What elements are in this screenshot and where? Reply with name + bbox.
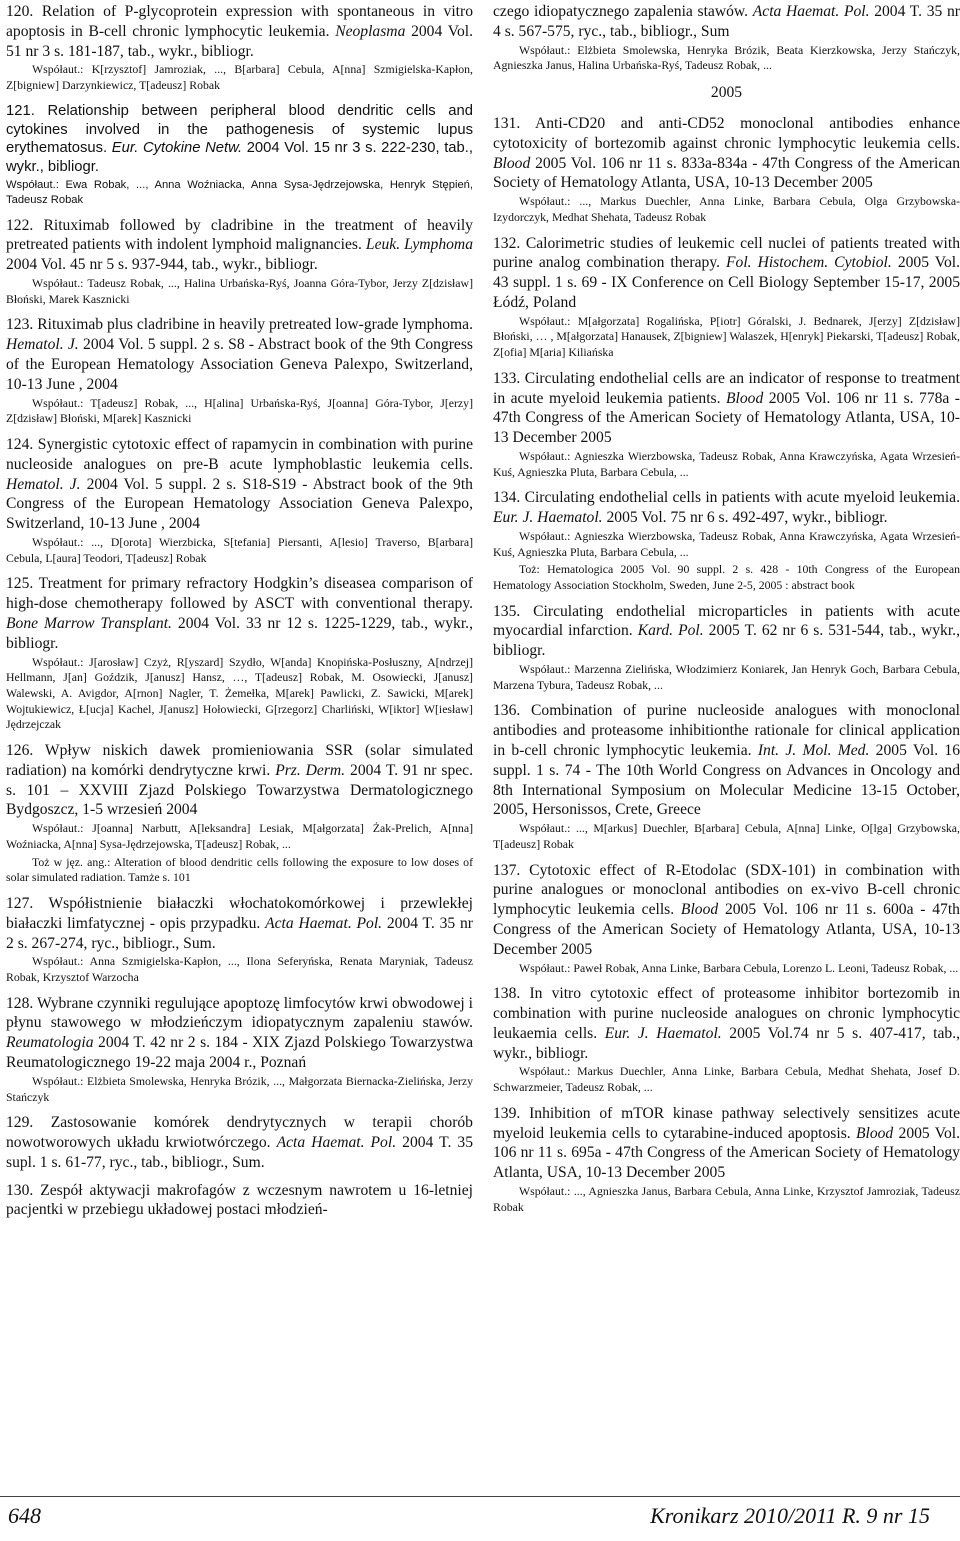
entry-coauthors: Współaut.: Ewa Robak, ..., Anna Woźniacka, Anna Sysa-Jędrzejowska, Henryk Stępień, Tadeusz Robak: [6, 178, 473, 206]
entry-details: 2004 T. 35 nr 4 s. 567-575, ryc., tab., bibliogr., Sum: [493, 3, 960, 40]
entry-citation: [493, 602, 960, 661]
bibliography-entry-130: [6, 1181, 473, 1221]
entry-coauthors: Współaut.: Markus Duechler, Anna Linke, Barbara Cebula, Medhat Shehata, Josef D. Schwarzmeier, Tadeusz Robak, ...: [493, 1064, 960, 1095]
entry-number: 135.: [493, 602, 521, 620]
entry-translation-note: Toż w jęz. ang.: Alteration of blood dendritic cells following the exposure to low doses of solar simulated radiation. Tamże s. 101: [6, 854, 473, 885]
entry-details: 2004 T. 35 supl. 1 s. 61-77, ryc., tab., bibliogr., Sum.: [6, 1134, 473, 1171]
entry-number: 139.: [493, 1104, 521, 1122]
entry-coauthors: Współaut.: Paweł Robak, Anna Linke, Barbara Cebula, Lorenzo L. Leoni, Tadeusz Robak, ...: [519, 960, 959, 975]
entry-number: 121.: [6, 102, 35, 119]
entry-journal: Blood: [726, 389, 764, 407]
entry-citation: [6, 894, 473, 953]
bibliography-entry-134: [493, 488, 960, 593]
entry-title: Combination of purine nucleoside analogues with monoclonal antibodies and proteasome inhibitionthe rationale for clinical application in b-cell chronic lymphocytic leukemia.: [493, 702, 960, 760]
entry-number: 122.: [6, 216, 34, 234]
entry-details: 2004 T. 91 nr spec. s. 101 – XXVIII Zjazd Polskiego Towarzystwa Dermatologicznego Bydgoszcz, 1-5 wrzesień 2004: [6, 761, 474, 819]
entry-coauthors: Współaut.: M[ałgorzata] Rogalińska, P[iotr] Góralski, J. Bednarek, J[erzy] Z[dzisław] Błoński, … , M[ałgorzata] Hanausek, Z[bigniew] Walaszek, H[enryk] Piekarski, T[adeusz] Robak, Z[ofia] M[aria] Kiliańska: [493, 313, 960, 360]
bibliography-entry-139: [493, 1104, 960, 1216]
entry-title: Cytotoxic effect of R-Etodolac (SDX-101) in combination with purine analogues or monoclonal antibodies on ex-vivo B-cell chronic lymphocytic leukemia cells.: [493, 861, 960, 919]
entry-title: Anti-CD20 and anti-CD52 monoclonal antibodies enhance cytotoxicity of bortezomib against chronic lymphocytic leukemia cells.: [493, 114, 960, 152]
entry-number: 134.: [493, 489, 521, 507]
entry-coauthors: Współaut.: Agnieszka Wierzbowska, Tadeusz Robak, Anna Krawczyńska, Agata Wrzesień-Kuś, Agnieszka Pluta, Barbara Cebula, ...: [493, 448, 960, 479]
entry-title: Współistnienie białaczki włochatokomórkowej i przewlekłej białaczki limfatycznej - opis przypadku.: [6, 894, 473, 932]
entry-number: 125.: [6, 575, 34, 593]
entry-journal: Kard. Pol.: [637, 622, 704, 640]
bibliography-entry-133: [493, 369, 960, 481]
entry-details: 2005 T. 62 nr 6 s. 531-544, tab., wykr., bibliogr.: [493, 622, 960, 660]
entry-title: Treatment for primary refractory Hodgkin’s diseasea comparison of high-dose chemotherapy followed by ASCT with conventional therapy.: [6, 575, 473, 613]
entry-coauthors: Współaut.: K[rzysztof] Jamroziak, ..., B[arbara] Cebula, A[nna] Szmigielska-Kapłon, Z[bigniew] Darzynkiewicz, T[adeusz] Robak: [6, 62, 473, 93]
entry-title: Rituximab plus cladribine in heavily pretreated low-grade lymphoma.: [37, 316, 473, 334]
entry-details: 2004 Vol. 5 suppl. 2 s. S18-S19 - Abstract book of the 9th Congress of the European Hematology Association Geneva Palexpo, Switzerland, 10-13 June , 2004: [6, 475, 473, 533]
entry-details: 2005 Vol. 43 suppl. 1 s. 69 - IX Conference on Cell Biology September 15-17, 2005 Łódź, Poland: [493, 254, 960, 311]
entry-coauthors: Współaut.: Elżbieta Smolewska, Henryka Brózik, Beata Kierzkowska, Jerzy Stańczyk, Agnieszka Janus, Halina Urbańska-Ryś, Tadeusz Robak, ...: [493, 42, 960, 73]
entry-title: Circulating endothelial cells in patients with acute myeloid leukemia.: [524, 489, 960, 507]
bibliography-entry-135: [493, 602, 960, 694]
entry-journal: Eur. J. Haematol.: [493, 509, 603, 527]
entry-title: Relation of P-glycoprotein expression with spontaneous in vitro apoptosis in B-cell chronic lymphocytic leukemia.: [6, 3, 473, 40]
entry-journal: Blood: [680, 901, 719, 919]
bibliography-entry-124: [6, 435, 473, 566]
entry-details: 2004 Vol. 5 suppl. 2 s. S8 - Abstract book of the 9th Congress of the European Hematology Association Geneva Palexpo, Switzerland, 10-13 June , 2004: [6, 336, 473, 393]
entry-citation: [493, 1104, 960, 1183]
entry-coauthors: Współaut.: Anna Szmigielska-Kapłon, ..., Ilona Seferyńska, Renata Maryniak, Tadeusz Robak, Krzysztof Warzocha: [6, 954, 473, 984]
entry-coauthors: Współaut.: ..., Markus Duechler, Anna Linke, Barbara Cebula, Olga Grzybowska-Izydorczyk, Medhat Shehata, Tadeusz Robak: [493, 194, 960, 224]
entry-details: 2004 Vol. 33 nr 12 s. 1225-1229, tab., wykr., bibliogr.: [6, 614, 473, 652]
entry-details: 2005 Vol.74 nr 5 s. 407-417, tab., wykr., bibliogr.: [493, 1024, 960, 1062]
entry-title: Inhibition of mTOR kinase pathway selectively sensitizes acute myeloid leukemia cells to cytarabine-induced apoptosis.: [493, 1104, 960, 1142]
entry-coauthors: Współaut.: ..., M[arkus] Duechler, B[arbara] Cebula, A[nna] Linke, O[lga] Grzybowska, T[adeusz] Robak: [493, 821, 960, 851]
entry-title-continuation: czego idiopatycznego zapalenia stawów.: [493, 3, 749, 20]
bibliography-entry-138: [493, 984, 960, 1096]
entry-journal: Int. J. Mol. Med.: [757, 742, 870, 760]
bibliography-entry-122: [6, 216, 473, 308]
entry-title: Wybrane czynniki regulujące apoptozę limfocytów krwi obwodowej i płynu stawowego w młodzieńczym idiopatycznym zapaleniu stawów.: [6, 994, 473, 1032]
entry-title: Relationship between peripheral blood dendritic cells and cytokines involved in the pathogenesis of systemic lupus erythematosus.: [6, 102, 473, 157]
entry-journal: Acta Haemat. Pol.: [276, 1134, 397, 1152]
entry-title: Wpływ niskich dawek promieniowania SSR (solar simulated radiation) na komórki dendrytyczne krwi.: [6, 741, 473, 779]
entry-number: 123.: [6, 316, 34, 334]
entry-details: 2004 Vol. 15 nr 3 s. 222-230, tab., wykr., bibliogr.: [6, 140, 473, 176]
entry-journal: Acta Haemat. Pol.: [752, 3, 870, 20]
entry-citation: [493, 488, 960, 528]
entry-coauthors: Współaut.: Elżbieta Smolewska, Henryka Brózik, ..., Małgorzata Biernacka-Zielińska, Jerzy Stańczyk: [6, 1073, 473, 1104]
entry-coauthors: Współaut.: J[oanna] Narbutt, A[leksandra] Lesiak, M[ałgorzata] Żak-Prelich, A[nna] Woźniacka, A[nna] Sysa-Jędrzejowska, T[adeusz] Robak, ...: [6, 821, 473, 851]
entry-coauthors: Współaut.: ..., D[orota] Wierzbicka, S[tefania] Piersanti, A[lesio] Traverso, B[arbara] Cebula, L[aura] Teodori, T[adeusz] Robak: [6, 534, 473, 565]
bibliography-entry-127: [6, 894, 473, 986]
entry-number: 127.: [6, 894, 34, 912]
entry-journal: Reumatologia: [6, 1034, 94, 1052]
page-number: 648: [8, 1503, 41, 1528]
entry-number: 130.: [6, 1181, 34, 1199]
entry-citation: [6, 102, 473, 177]
entry-journal: Blood: [493, 154, 531, 172]
entry-journal: Eur. J. Haematol.: [604, 1024, 722, 1042]
entry-number: 128.: [6, 994, 34, 1012]
publication-title: Kronikarz 2010/2011 R. 9 nr 15: [650, 1503, 930, 1528]
entry-citation: [493, 701, 960, 820]
entry-coauthors: Współaut.: Agnieszka Wierzbowska, Tadeusz Robak, Anna Krawczyńska, Agata Wrzesień-Kuś, Agnieszka Pluta, Barbara Cebula, ...: [493, 528, 960, 559]
entry-title: Calorimetric studies of leukemic cell nuclei of patients treated with purine analog combination therapy.: [493, 234, 960, 272]
entry-number: 126.: [6, 741, 34, 759]
entry-coauthors: Współaut.: Marzenna Zielińska, Włodzimierz Koniarek, Jan Henryk Goch, Barbara Cebula, Marzena Tybura, Tadeusz Robak, ...: [493, 662, 960, 692]
entry-journal: Blood: [855, 1124, 894, 1142]
bibliography-entry-125: [6, 574, 473, 733]
entry-details: 2005 Vol. 75 nr 6 s. 492-497, wykr., bibliogr.: [606, 509, 888, 527]
entry-journal: Leuk. Lymphoma: [365, 236, 473, 254]
entry-citation: [6, 1181, 473, 1221]
bibliography-entry-131: [493, 114, 960, 226]
entry-citation: [493, 114, 960, 193]
entry-number: 137.: [493, 861, 521, 879]
entry-citation: [6, 216, 473, 275]
entry-details: 2004 T. 42 nr 2 s. 184 - XIX Zjazd Polskiego Towarzystwa Reumatologicznego 19-22 maja 2004 r., Poznań: [6, 1034, 474, 1072]
entry-number: 131.: [493, 114, 521, 132]
entry-title: Zastosowanie komórek dendrytycznych w terapii chorób nowotworowych układu krwiotwórczego.: [6, 1114, 473, 1152]
bibliography-entry-129: [6, 1113, 473, 1172]
entry-title: Zespół aktywacji makrofagów z wczesnym nawrotem u 16-letniej pacjentki w przebiegu układowej postaci młodzień-: [6, 1181, 473, 1219]
entry-title: Rituximab followed by cladribine in the treatment of heavily pretreated patients with indolent lymphoid malignancies.: [6, 216, 473, 254]
entry-journal: Eur. Cytokine Netw.: [111, 140, 243, 157]
entry-coauthors: Współaut.: ..., Agnieszka Janus, Barbara Cebula, Anna Linke, Krzysztof Jamroziak, Tadeusz Robak: [493, 1184, 960, 1214]
entry-title: Circulating endothelial cells are an indicator of response to treatment in acute myeloid leukemia patients.: [493, 369, 960, 407]
entry-details: 2005 Vol. 106 nr 11 s. 833a-834a - 47th Congress of the American Society of Hematology Atlanta, USA, 10-13 December 2005: [493, 154, 960, 192]
entry-details: 2004 T. 35 nr 2 s. 267-274, ryc., bibliogr., Sum.: [6, 914, 473, 952]
entry-details: 2005 Vol. 106 nr 11 s. 778a - 47th Congress of the American Society of Hematology Atlanta, USA, 10-13 December 2005: [493, 389, 960, 447]
entry-journal: Hematol. J.: [6, 475, 81, 493]
entry-citation: [493, 234, 960, 313]
bibliography-entry-130-continued: [493, 2, 960, 74]
bibliography-entry-126: [6, 741, 473, 886]
entry-citation: [493, 861, 960, 960]
entry-details: 2005 Vol. 106 nr 11 s. 695a - 47th Congress of the American Society of Hematology Atlanta, USA, 10-13 December 2005: [493, 1124, 960, 1182]
entry-citation: [6, 435, 473, 534]
entry-number: 133.: [493, 369, 521, 387]
bibliography-entry-136: [493, 701, 960, 852]
entry-details: 2004 Vol. 51 nr 3 s. 181-187, tab., wykr., bibliogr.: [6, 22, 473, 60]
entry-journal: Neoplasma: [335, 22, 406, 40]
entry-journal: Prz. Derm.: [275, 761, 346, 779]
bibliography-entry-132: [493, 234, 960, 361]
bibliography-entry-120: [6, 2, 473, 94]
entry-citation: [493, 369, 960, 448]
entry-coauthors: Współaut.: T[adeusz] Robak, ..., H[alina] Urbańska-Ryś, J[oanna] Góra-Tybor, J[erzy] Z[dzisław] Błoński, M[arek] Kasznicki: [6, 395, 473, 426]
entry-citation: [493, 2, 960, 42]
entry-details: 2005 Vol. 16 suppl. 1 s. 74 - The 10th World Congress on Advances in Oncology and 8th International Symposium on Molecular Medicine 13-15 October, 2005, Hersonissos, Crete, Greece: [493, 742, 960, 819]
entry-citation: [6, 574, 473, 653]
year-heading: 2005: [710, 83, 743, 101]
entry-journal: Acta Haemat. Pol.: [265, 914, 383, 932]
bibliography-entry-128: [6, 994, 473, 1106]
right-column: [493, 2, 960, 1223]
entry-number: 132.: [493, 234, 521, 252]
bibliography-entry-137: [493, 861, 960, 977]
entry-number: 120.: [6, 3, 34, 20]
footer-divider: [0, 1496, 960, 1497]
entry-details: 2005 Vol. 106 nr 11 s. 600a - 47th Congress of the American Society of Hematology Atlanta, USA, 10-13 December 2005: [493, 901, 960, 958]
entry-number: 124.: [6, 436, 34, 453]
entry-title: Synergistic cytotoxic effect of rapamycin in combination with purine nucleoside analogues on pre-B acute lymphoblastic leukemia cells.: [6, 436, 473, 473]
bibliography-entry-123: [6, 315, 473, 427]
entry-citation: [6, 2, 473, 61]
entry-title: In vitro cytotoxic effect of proteasome inhibitor bortezomib in combination with purine nucleoside analogues on chronic lymphocytic leukaemia cells.: [493, 985, 960, 1042]
entry-number: 129.: [6, 1114, 34, 1132]
entry-citation: [6, 1113, 473, 1172]
bibliography-entry-121: [6, 102, 473, 208]
entry-details: 2004 Vol. 45 nr 5 s. 937-944, tab., wykr., bibliogr.: [6, 256, 318, 274]
entry-citation: [6, 315, 473, 394]
entry-coauthors: Współaut.: J[arosław] Czyż, R[yszard] Szydło, W[anda] Knopińska-Posłuszny, A[ndrzej] Hellmann, J[an] Goździk, J[anusz] Hansz, …, T[adeusz] Robak, M. Osowiecki, J[anusz] Walewski, A. Avigdor, A[rnon] Nagler, T. Żemełka, M[arek] Pawlicki, Z. Sawicki, M[arek] Wojtukiewicz, Ł[ucja] Kachel, J[anusz] Hołowiecki, G[rzegorz] Charliński, W[iktor] W[iesław] Jędrzejczak: [6, 654, 473, 732]
left-column: [6, 2, 473, 1228]
entry-number: 136.: [493, 702, 521, 720]
entry-reprint-note: Toż: Hematologica 2005 Vol. 90 suppl. 2 s. 428 - 10th Congress of the European Hematology Association Stockholm, Sweden, June 2-5, 2005 : abstract book: [493, 562, 960, 592]
entry-number: 138.: [493, 985, 521, 1003]
entry-citation: [6, 994, 473, 1073]
entry-citation: [493, 984, 960, 1063]
entry-journal: Bone Marrow Transplant.: [6, 614, 172, 632]
entry-coauthors: Współaut.: Tadeusz Robak, ..., Halina Urbańska-Ryś, Joanna Góra-Tybor, Jerzy Z[dzisław] Błoński, Marek Kasznicki: [6, 276, 473, 306]
entry-title: Circulating endothelial microparticles in patients with acute myocardial infarction.: [493, 602, 960, 640]
entry-journal: Fol. Histochem. Cytobiol.: [726, 254, 892, 272]
entry-journal: Hematol. J.: [6, 336, 79, 354]
entry-citation: [6, 741, 473, 820]
